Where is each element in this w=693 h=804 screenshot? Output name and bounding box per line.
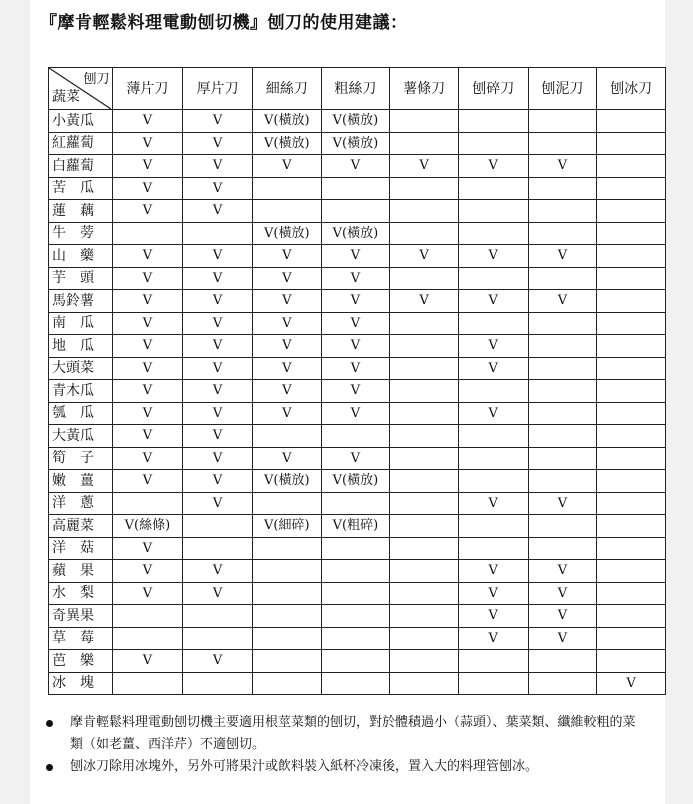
bullet-icon bbox=[46, 720, 53, 727]
vegetable-name: 奇異果 bbox=[49, 605, 113, 628]
table-cell bbox=[390, 267, 459, 290]
table-cell bbox=[390, 222, 459, 245]
table-cell: V bbox=[112, 245, 183, 268]
table-cell: V bbox=[112, 402, 183, 425]
table-cell: V bbox=[183, 132, 253, 155]
table-cell bbox=[458, 200, 528, 223]
table-cell: V bbox=[528, 155, 597, 178]
table-cell: V bbox=[112, 357, 183, 380]
table-cell: V bbox=[528, 492, 597, 515]
table-cell: V bbox=[183, 357, 253, 380]
table-cell bbox=[390, 177, 459, 200]
table-cell: V bbox=[321, 245, 390, 268]
table-cell bbox=[458, 312, 528, 335]
table-row bbox=[49, 267, 666, 290]
table-cell bbox=[528, 672, 597, 695]
table-cell: V bbox=[183, 425, 253, 448]
table-cell bbox=[252, 650, 321, 673]
table-cell: V bbox=[112, 200, 183, 223]
table-cell: V bbox=[528, 560, 597, 583]
table-cell: V bbox=[528, 290, 597, 313]
table-cell: V bbox=[112, 470, 183, 493]
table-cell: V bbox=[112, 537, 183, 560]
table-row bbox=[49, 245, 666, 268]
table-cell bbox=[528, 470, 597, 493]
table-cell bbox=[390, 672, 459, 695]
column-header: 刨泥刀 bbox=[528, 68, 597, 110]
table-cell bbox=[183, 537, 253, 560]
table-cell bbox=[390, 312, 459, 335]
table-cell: V bbox=[183, 380, 253, 403]
table-cell: V bbox=[252, 290, 321, 313]
table-cell bbox=[321, 672, 390, 695]
table-cell bbox=[390, 582, 459, 605]
table-cell bbox=[458, 267, 528, 290]
table-cell bbox=[252, 537, 321, 560]
table-cell: V bbox=[528, 582, 597, 605]
table-row bbox=[49, 177, 666, 200]
table-cell: V bbox=[390, 245, 459, 268]
note-text: 摩肯輕鬆料理電動刨切機主要適用根莖菜類的刨切，對於體積過小（蒜頭）、葉菜類、纖維較粗的菜類（如老薑、西洋芹）不適刨切。 bbox=[70, 715, 636, 752]
table-cell bbox=[321, 650, 390, 673]
table-cell: V(橫放) bbox=[321, 110, 390, 133]
table-cell bbox=[597, 200, 666, 223]
table-cell bbox=[321, 425, 390, 448]
vegetable-name: 芋 頭 bbox=[49, 267, 113, 290]
table-cell bbox=[252, 672, 321, 695]
table-cell: V bbox=[458, 357, 528, 380]
table-cell: V bbox=[321, 357, 390, 380]
table-cell bbox=[183, 672, 253, 695]
table-row bbox=[49, 672, 666, 695]
column-header: 薯條刀 bbox=[390, 68, 459, 110]
table-cell: V bbox=[183, 402, 253, 425]
table-row bbox=[49, 402, 666, 425]
vegetable-name: 蓮 藕 bbox=[49, 200, 113, 223]
table-row bbox=[49, 447, 666, 470]
table-cell bbox=[528, 447, 597, 470]
vegetable-name: 山 藥 bbox=[49, 245, 113, 268]
table-cell: V bbox=[458, 335, 528, 358]
table-cell: V bbox=[183, 560, 253, 583]
table-cell: V bbox=[458, 290, 528, 313]
table-cell: V bbox=[321, 335, 390, 358]
table-cell bbox=[458, 110, 528, 133]
table-cell bbox=[528, 650, 597, 673]
table-cell: V bbox=[112, 380, 183, 403]
table-cell: V bbox=[183, 110, 253, 133]
table-cell: V bbox=[112, 267, 183, 290]
table-cell: V bbox=[321, 380, 390, 403]
table-cell bbox=[183, 605, 253, 628]
table-cell bbox=[458, 380, 528, 403]
table-cell bbox=[597, 627, 666, 650]
table-cell bbox=[597, 402, 666, 425]
table-cell: V bbox=[252, 402, 321, 425]
table-cell: V bbox=[252, 357, 321, 380]
table-row bbox=[49, 470, 666, 493]
table-cell bbox=[528, 312, 597, 335]
table-cell bbox=[528, 177, 597, 200]
table-cell: V bbox=[458, 605, 528, 628]
table-cell: V bbox=[458, 155, 528, 178]
table-row bbox=[49, 425, 666, 448]
table-cell bbox=[390, 605, 459, 628]
table-cell bbox=[390, 132, 459, 155]
table-cell bbox=[528, 357, 597, 380]
table-cell: V bbox=[252, 447, 321, 470]
table-cell: V(粗碎) bbox=[321, 515, 390, 538]
table-row bbox=[49, 357, 666, 380]
vegetable-name: 水 梨 bbox=[49, 582, 113, 605]
table-cell bbox=[528, 380, 597, 403]
table-cell: V bbox=[528, 627, 597, 650]
vegetable-name: 蘋 果 bbox=[49, 560, 113, 583]
table-cell bbox=[597, 492, 666, 515]
table-cell bbox=[597, 650, 666, 673]
table-cell bbox=[458, 425, 528, 448]
table-cell bbox=[390, 425, 459, 448]
table-cell: V bbox=[321, 290, 390, 313]
table-cell: V bbox=[112, 132, 183, 155]
vegetable-name: 牛 蒡 bbox=[49, 222, 113, 245]
table-cell bbox=[528, 200, 597, 223]
table-cell bbox=[528, 402, 597, 425]
header-row bbox=[49, 68, 666, 110]
vegetable-name: 白蘿蔔 bbox=[49, 155, 113, 178]
table-cell: V bbox=[252, 335, 321, 358]
vegetable-name: 青木瓜 bbox=[49, 380, 113, 403]
table-cell bbox=[528, 132, 597, 155]
vegetable-name: 地 瓜 bbox=[49, 335, 113, 358]
table-cell: V bbox=[458, 245, 528, 268]
table-cell bbox=[183, 627, 253, 650]
table-cell: V(橫放) bbox=[321, 132, 390, 155]
table-cell bbox=[252, 200, 321, 223]
table-cell bbox=[112, 492, 183, 515]
table-cell: V bbox=[183, 267, 253, 290]
table-cell: V bbox=[183, 200, 253, 223]
note-item bbox=[40, 712, 640, 756]
corner-label-vegetable: 蔬菜 bbox=[52, 89, 80, 105]
table-cell bbox=[597, 267, 666, 290]
vegetable-name: 嫩 薑 bbox=[49, 470, 113, 493]
table-cell bbox=[597, 560, 666, 583]
table-row bbox=[49, 380, 666, 403]
bullet-icon bbox=[46, 764, 53, 771]
table-cell: V(細碎) bbox=[252, 515, 321, 538]
vegetable-name: 紅蘿蔔 bbox=[49, 132, 113, 155]
table-cell bbox=[390, 560, 459, 583]
note-text: 刨冰刀除用冰塊外，另外可將果汁或飲料裝入紙杯冷凍後，置入大的料理管刨冰。 bbox=[70, 759, 539, 774]
table-cell: V bbox=[112, 110, 183, 133]
table-cell: V bbox=[183, 650, 253, 673]
table-cell: V bbox=[183, 447, 253, 470]
table-cell bbox=[597, 447, 666, 470]
table-cell: V bbox=[183, 492, 253, 515]
table-cell bbox=[528, 267, 597, 290]
note-item bbox=[40, 756, 640, 778]
table-cell: V(絲條) bbox=[112, 515, 183, 538]
table-cell bbox=[183, 515, 253, 538]
table-cell bbox=[390, 447, 459, 470]
table-cell: V bbox=[321, 447, 390, 470]
table-row bbox=[49, 582, 666, 605]
table-cell: V bbox=[321, 155, 390, 178]
page-title: 『摩肯輕鬆料理電動刨切機』刨刀的使用建議： bbox=[40, 13, 408, 33]
vegetable-name: 苦 瓜 bbox=[49, 177, 113, 200]
table-cell: V bbox=[458, 627, 528, 650]
table-cell bbox=[458, 537, 528, 560]
table-cell: V bbox=[252, 245, 321, 268]
corner-cell bbox=[49, 68, 113, 110]
table-cell: V bbox=[112, 335, 183, 358]
vegetable-name: 南 瓜 bbox=[49, 312, 113, 335]
table-cell bbox=[183, 222, 253, 245]
table-cell: V bbox=[183, 470, 253, 493]
table-cell: V bbox=[112, 155, 183, 178]
table-cell bbox=[458, 650, 528, 673]
table-cell: V bbox=[112, 447, 183, 470]
table-row bbox=[49, 560, 666, 583]
table-cell: V(橫放) bbox=[252, 110, 321, 133]
table-cell: V(橫放) bbox=[252, 470, 321, 493]
vegetable-name: 大黃瓜 bbox=[49, 425, 113, 448]
table-cell bbox=[597, 177, 666, 200]
table-cell bbox=[528, 110, 597, 133]
table-cell: V bbox=[183, 155, 253, 178]
table-cell bbox=[597, 245, 666, 268]
table-cell: V bbox=[252, 312, 321, 335]
vegetable-name: 小黃瓜 bbox=[49, 110, 113, 133]
table-cell bbox=[321, 605, 390, 628]
column-header: 薄片刀 bbox=[112, 68, 183, 110]
table-cell: V bbox=[183, 245, 253, 268]
table-cell: V bbox=[112, 560, 183, 583]
table-cell bbox=[390, 335, 459, 358]
table-cell bbox=[458, 515, 528, 538]
table-cell bbox=[458, 447, 528, 470]
table-cell bbox=[597, 290, 666, 313]
table-row bbox=[49, 650, 666, 673]
table-cell bbox=[321, 582, 390, 605]
table-cell bbox=[252, 425, 321, 448]
table-cell: V(橫放) bbox=[252, 222, 321, 245]
table-cell: V(橫放) bbox=[321, 222, 390, 245]
table-cell bbox=[390, 627, 459, 650]
vegetable-name: 草 莓 bbox=[49, 627, 113, 650]
table-cell: V bbox=[458, 560, 528, 583]
notes bbox=[40, 712, 640, 778]
table-row bbox=[49, 222, 666, 245]
table-cell bbox=[597, 537, 666, 560]
table-cell bbox=[597, 110, 666, 133]
table-cell: V bbox=[528, 245, 597, 268]
table-cell: V bbox=[183, 290, 253, 313]
table-row bbox=[49, 155, 666, 178]
table-cell bbox=[390, 650, 459, 673]
table-row bbox=[49, 335, 666, 358]
corner-label-blade: 刨刀 bbox=[83, 72, 110, 87]
table-cell bbox=[597, 132, 666, 155]
table-cell: V bbox=[112, 177, 183, 200]
vegetable-name: 筍 子 bbox=[49, 447, 113, 470]
table-cell: V bbox=[183, 335, 253, 358]
table-cell bbox=[390, 470, 459, 493]
table-cell bbox=[528, 222, 597, 245]
vegetable-name: 洋 菇 bbox=[49, 537, 113, 560]
table-cell bbox=[597, 425, 666, 448]
column-header: 刨冰刀 bbox=[597, 68, 666, 110]
table-cell bbox=[321, 492, 390, 515]
table-cell bbox=[458, 672, 528, 695]
table-cell bbox=[597, 155, 666, 178]
table-cell bbox=[252, 177, 321, 200]
table-cell bbox=[528, 425, 597, 448]
blade-usage-table bbox=[48, 67, 666, 695]
table-cell bbox=[597, 335, 666, 358]
table-cell: V bbox=[528, 605, 597, 628]
table-cell bbox=[390, 402, 459, 425]
table-cell: V bbox=[390, 155, 459, 178]
table-cell: V bbox=[112, 425, 183, 448]
table-cell: V bbox=[321, 267, 390, 290]
table-cell bbox=[321, 177, 390, 200]
table-cell bbox=[390, 515, 459, 538]
table-cell bbox=[597, 515, 666, 538]
table-row bbox=[49, 110, 666, 133]
table-cell bbox=[390, 110, 459, 133]
table-row bbox=[49, 132, 666, 155]
table-cell bbox=[321, 200, 390, 223]
table-cell: V bbox=[183, 312, 253, 335]
table-cell: V(橫放) bbox=[252, 132, 321, 155]
table-cell bbox=[252, 492, 321, 515]
column-header: 刨碎刀 bbox=[458, 68, 528, 110]
table-cell bbox=[597, 222, 666, 245]
table-cell bbox=[597, 312, 666, 335]
table-cell: V bbox=[112, 650, 183, 673]
table-cell: V bbox=[321, 312, 390, 335]
table-cell bbox=[321, 537, 390, 560]
column-header: 粗絲刀 bbox=[321, 68, 390, 110]
table-cell: V bbox=[458, 402, 528, 425]
table-row bbox=[49, 605, 666, 628]
table-row bbox=[49, 290, 666, 313]
vegetable-name: 冰 塊 bbox=[49, 672, 113, 695]
table-cell: V bbox=[390, 290, 459, 313]
table-cell: V bbox=[597, 672, 666, 695]
table-cell bbox=[458, 470, 528, 493]
table-row bbox=[49, 627, 666, 650]
vegetable-name: 高麗菜 bbox=[49, 515, 113, 538]
table-cell bbox=[321, 560, 390, 583]
table-body bbox=[49, 110, 666, 695]
table-cell bbox=[252, 560, 321, 583]
table-row bbox=[49, 312, 666, 335]
table-cell bbox=[390, 492, 459, 515]
table-cell bbox=[252, 582, 321, 605]
table-cell: V bbox=[252, 380, 321, 403]
table-row bbox=[49, 200, 666, 223]
table-cell bbox=[458, 132, 528, 155]
vegetable-name: 馬鈴薯 bbox=[49, 290, 113, 313]
table-cell: V bbox=[112, 290, 183, 313]
vegetable-name: 洋 蔥 bbox=[49, 492, 113, 515]
table-row bbox=[49, 537, 666, 560]
table-cell: V bbox=[252, 155, 321, 178]
column-header: 細絲刀 bbox=[252, 68, 321, 110]
table-cell bbox=[321, 627, 390, 650]
table-cell bbox=[597, 357, 666, 380]
table-cell bbox=[390, 200, 459, 223]
table-cell: V bbox=[321, 402, 390, 425]
column-header: 厚片刀 bbox=[183, 68, 253, 110]
table-cell bbox=[390, 357, 459, 380]
table-cell bbox=[597, 380, 666, 403]
table-cell bbox=[390, 380, 459, 403]
table-cell bbox=[112, 627, 183, 650]
table-cell bbox=[528, 335, 597, 358]
table-cell: V bbox=[183, 582, 253, 605]
table-cell bbox=[528, 537, 597, 560]
table-cell bbox=[390, 537, 459, 560]
table-cell bbox=[252, 605, 321, 628]
table-cell bbox=[597, 582, 666, 605]
table-cell bbox=[252, 627, 321, 650]
table-cell bbox=[458, 222, 528, 245]
table-cell bbox=[112, 605, 183, 628]
table-cell bbox=[597, 605, 666, 628]
table-row bbox=[49, 515, 666, 538]
table-cell: V bbox=[458, 582, 528, 605]
table-cell bbox=[597, 470, 666, 493]
vegetable-name: 瓠 瓜 bbox=[49, 402, 113, 425]
table-cell: V bbox=[252, 267, 321, 290]
table-cell bbox=[112, 672, 183, 695]
table-row bbox=[49, 492, 666, 515]
vegetable-name: 大頭菜 bbox=[49, 357, 113, 380]
table-cell: V(橫放) bbox=[321, 470, 390, 493]
table-cell bbox=[528, 515, 597, 538]
table-cell bbox=[112, 222, 183, 245]
table-cell: V bbox=[183, 177, 253, 200]
table-cell: V bbox=[112, 312, 183, 335]
table-cell: V bbox=[458, 492, 528, 515]
table-cell: V bbox=[112, 582, 183, 605]
vegetable-name: 芭 樂 bbox=[49, 650, 113, 673]
table-cell bbox=[458, 177, 528, 200]
